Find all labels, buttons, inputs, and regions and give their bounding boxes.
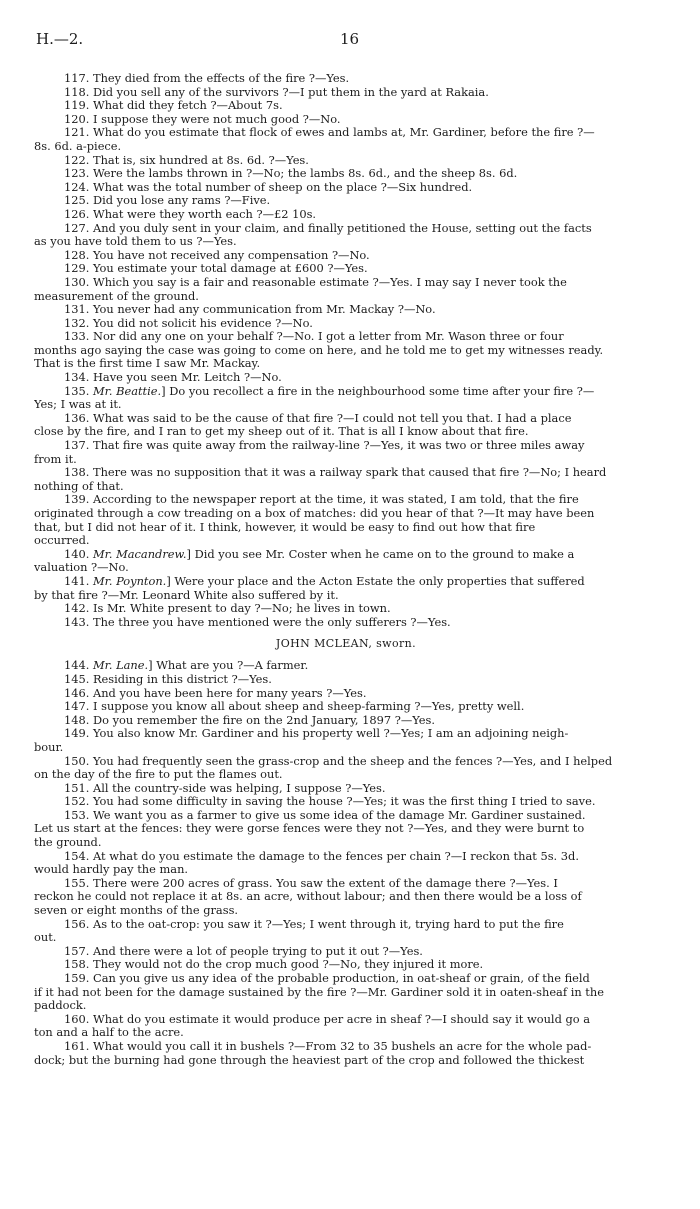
text-line: occurred. <box>34 534 90 548</box>
text-line: 146. And you have been here for many years ?—Yes. <box>64 686 367 700</box>
text-line: 131. You never had any communication from Mr. Mackay ?—No. <box>64 303 436 317</box>
text-line: 125. Did you lose any rams ?—Five. <box>64 194 271 208</box>
speaker-name: Mr. Lane. <box>92 659 149 673</box>
testimony-part-1 <box>34 72 658 629</box>
text-line: 138. There was no supposition that it was a railway spark that caused that fire ?—No; I heard <box>64 466 607 480</box>
text-line: 134. Have you seen Mr. Leitch ?—No. <box>64 371 282 385</box>
text-line: measurement of the ground. <box>34 289 199 303</box>
text-line: 130. Which you say is a fair and reasonable estimate ?—Yes. I may say I never took the <box>64 275 567 289</box>
text-line: 121. What do you estimate that flock of ewes and lambs at, Mr. Gardiner, before the fire ?— <box>64 126 595 140</box>
text-line: 156. As to the oat-crop: you saw it ?—Yes; I went through it, trying hard to put the fire <box>64 917 564 931</box>
text-line: ton and a half to the acre. <box>34 1026 184 1040</box>
line-text: ] What are you ?—A farmer. <box>148 659 309 673</box>
text-line <box>34 385 658 399</box>
text-line: 117. They died from the effects of the fire ?—Yes. <box>64 72 350 85</box>
question-number: 141. <box>64 574 93 588</box>
text-line: by that fire ?—Mr. Leonard White also suffered by it. <box>34 588 339 602</box>
text-line: the ground. <box>34 836 102 850</box>
text-line: nothing of that. <box>34 479 124 493</box>
text-line: 8s. 6d. a-piece. <box>34 139 122 153</box>
text-line: 155. There were 200 acres of grass. You saw the extent of the damage there ?—Yes. I <box>64 876 558 890</box>
text-line: 133. Nor did any one on your behalf ?—No. I got a letter from Mr. Wason three or four <box>64 330 564 344</box>
text-line: originated through a cow treading on a box of matches: did you hear of that ?—It may have been <box>34 507 595 520</box>
text-line: on the day of the fire to put the flames out. <box>34 768 283 782</box>
text-line: 128. You have not received any compensation ?—No. <box>64 248 370 262</box>
text-line: 126. What were they worth each ?—£2 10s. <box>64 207 317 221</box>
text-line: 154. At what do you estimate the damage to the fences per chain ?—I reckon that 5s. 3d. <box>64 849 579 863</box>
text-line: 132. You did not solicit his evidence ?—No. <box>64 316 313 330</box>
text-line: reckon he could not replace it at 8s. an acre, without labour; and then there would be a loss of <box>34 890 582 904</box>
text-line: if it had not been for the damage sustained by the fire ?—Mr. Gardiner sold it in oaten-sheaf in the <box>34 985 604 999</box>
document-reference: H.—2. <box>36 30 84 48</box>
text-line: 120. I suppose they were not much good ?—No. <box>64 112 341 126</box>
page-number: 16 <box>340 30 360 48</box>
text-line <box>34 575 658 589</box>
text-line: 139. According to the newspaper report at the time, it was stated, I am told, that the fire <box>64 493 579 507</box>
question-number: 144. <box>64 659 93 673</box>
text-line: 150. You had frequently seen the grass-crop and the sheep and the fences ?—Yes, and I helped <box>64 754 613 768</box>
text-line: 136. What was said to be the cause of that fire ?—I could not tell you that. I had a place <box>64 411 572 425</box>
text-line: That is the first time I saw Mr. Mackay. <box>34 357 261 371</box>
text-line: 159. Can you give us any idea of the probable production, in oat-sheaf or grain, of the field <box>64 972 590 985</box>
text-line: would hardly pay the man. <box>34 863 189 877</box>
page-header <box>36 30 656 50</box>
text-line: from it. <box>34 452 77 466</box>
text-line: paddock. <box>34 999 87 1013</box>
text-line: dock; but the burning had gone through the heaviest part of the crop and followed the thickest <box>34 1053 585 1067</box>
text-line: 122. That is, six hundred at 8s. 6d. ?—Yes. <box>64 153 309 167</box>
text-line: 157. And there were a lot of people trying to put it out ?—Yes. <box>64 944 423 958</box>
speaker-name: Mr. Macandrew. <box>92 547 187 561</box>
text-line <box>34 548 658 562</box>
text-line: 153. We want you as a farmer to give us some idea of the damage Mr. Gardiner sustained. <box>64 808 586 822</box>
line-text: ] Were your place and the Acton Estate the only properties that suffered <box>166 574 585 588</box>
speaker-name: Mr. Poynton. <box>92 574 167 588</box>
question-number: 140. <box>64 547 93 561</box>
text-line: 142. Is Mr. White present to day ?—No; he lives in town. <box>64 602 391 616</box>
text-line: seven or eight months of the grass. <box>34 904 239 918</box>
line-text: ] Do you recollect a fire in the neighbourhood some time after your fire ?— <box>161 384 595 398</box>
text-line: Yes; I was at it. <box>34 398 122 412</box>
text-line: bour. <box>34 740 64 754</box>
text-line: 148. Do you remember the fire on the 2nd January, 1897 ?—Yes. <box>64 713 436 727</box>
text-line: 145. Residing in this district ?—Yes. <box>64 672 272 686</box>
evidence-text <box>34 72 658 1067</box>
text-line: 158. They would not do the crop much good ?—No, they injured it more. <box>64 958 484 972</box>
text-line: close by the fire, and I ran to get my sheep out of it. That is all I know about that fire. <box>34 425 529 439</box>
text-line: 118. Did you sell any of the survivors ?—I put them in the yard at Rakaia. <box>64 85 489 99</box>
text-line: 123. Were the lambs thrown in ?—No; the lambs 8s. 6d., and the sheep 8s. 6d. <box>64 167 518 181</box>
speaker-name: Mr. Beattie. <box>92 384 162 398</box>
text-line <box>34 659 658 673</box>
text-line: 160. What do you estimate it would produce per acre in sheaf ?—I should say it would go a <box>64 1012 591 1026</box>
text-line: out. <box>34 931 57 945</box>
text-line: 151. All the country-side was helping, I suppose ?—Yes. <box>64 781 386 795</box>
text-line: 137. That fire was quite away from the railway-line ?—Yes, it was two or three miles away <box>64 439 585 453</box>
question-number: 135. <box>64 384 93 398</box>
testimony-part-2 <box>34 659 658 1067</box>
text-line: 127. And you duly sent in your claim, and finally petitioned the House, setting out the facts <box>64 221 592 235</box>
text-line: 149. You also know Mr. Gardiner and his property well ?—Yes; I am an adjoining neigh- <box>64 727 569 741</box>
text-line: 147. I suppose you know all about sheep and sheep-farming ?—Yes, pretty well. <box>64 700 525 714</box>
witness-heading: JOHN MCLEAN, sworn. <box>275 637 417 651</box>
text-line: 152. You had some difficulty in saving the house ?—Yes; it was the first thing I tried to save. <box>64 795 596 809</box>
text-line: 143. The three you have mentioned were the only sufferers ?—Yes. <box>64 615 451 629</box>
text-line: Let us start at the fences: they were gorse fences were they not ?—Yes, and they were burnt to <box>34 822 585 836</box>
text-line: that, but I did not hear of it. I think, however, it would be easy to find out how that fire <box>34 520 536 534</box>
line-text: ] Did you see Mr. Coster when he came on to the ground to make a <box>186 547 575 561</box>
text-line: valuation ?—No. <box>34 561 129 575</box>
text-line: 119. What did they fetch ?—About 7s. <box>64 99 283 113</box>
text-line: 161. What would you call it in bushels ?—From 32 to 35 bushels an acre for the whole pad- <box>64 1039 592 1053</box>
text-line: 129. You estimate your total damage at £600 ?—Yes. <box>64 262 368 276</box>
text-line: months ago saying the case was going to come on here, and he told me to get my witnesses ready. <box>34 343 604 357</box>
text-line: as you have told them to us ?—Yes. <box>34 235 237 249</box>
text-line: 124. What was the total number of sheep on the place ?—Six hundred. <box>64 180 473 194</box>
